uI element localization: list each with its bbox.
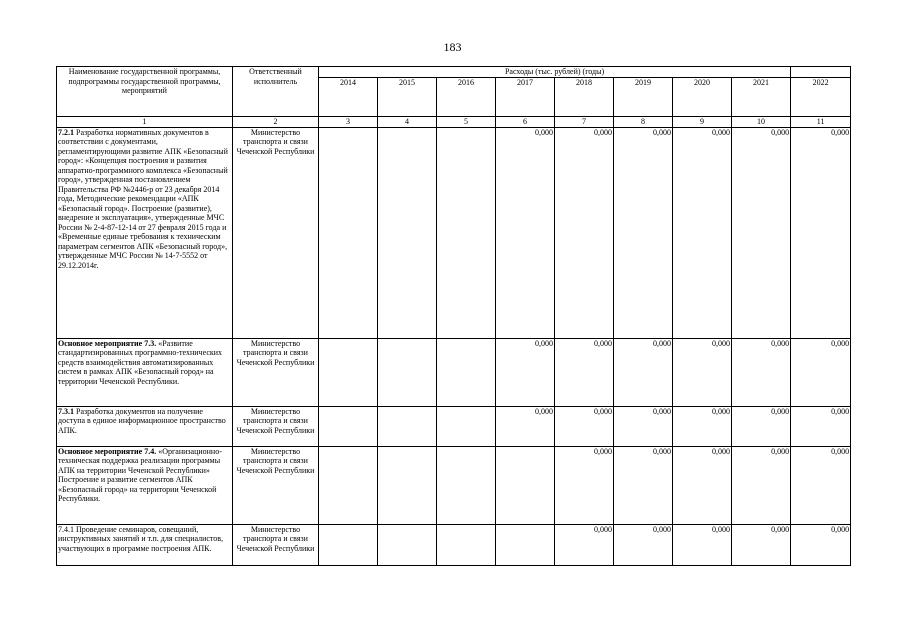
executor-cell: Министерство транспорта и связи Чеченской Республики (233, 524, 319, 565)
value-2020: 0,000 (673, 524, 732, 565)
value-2015 (378, 127, 437, 338)
activity-name (57, 338, 233, 406)
value-2014 (319, 338, 378, 406)
activity-text: 7.4.1 Проведение семинаров, совещаний, инструктивных занятий и т.п. для специалистов, участвующих в программе построения АПК. (58, 524, 224, 553)
header-year: 2020 (673, 78, 732, 117)
column-number: 8 (614, 117, 673, 128)
value-2021: 0,000 (732, 446, 791, 524)
column-number: 4 (378, 117, 437, 128)
header-year: 2018 (555, 78, 614, 117)
value-2017 (496, 446, 555, 524)
value-2017: 0,000 (496, 406, 555, 446)
column-number: 9 (673, 117, 732, 128)
header-expenses: Расходы (тыс. рублей) (годы) (319, 67, 791, 78)
value-2019: 0,000 (614, 406, 673, 446)
value-2018: 0,000 (555, 524, 614, 565)
value-2022: 0,000 (791, 127, 851, 338)
value-2019: 0,000 (614, 446, 673, 524)
activity-code: 7.3.1 (58, 406, 74, 416)
table-row (57, 127, 851, 338)
header-blank-cell (791, 67, 851, 78)
column-number: 2 (233, 117, 319, 128)
header-year: 2016 (437, 78, 496, 117)
value-2021: 0,000 (732, 524, 791, 565)
header-year: 2017 (496, 78, 555, 117)
value-2020: 0,000 (673, 446, 732, 524)
executor-cell: Министерство транспорта и связи Чеченской Республики (233, 127, 319, 338)
value-2016 (437, 524, 496, 565)
activity-code: Основное мероприятие 7.3. (58, 338, 157, 348)
value-2022: 0,000 (791, 524, 851, 565)
value-2020: 0,000 (673, 406, 732, 446)
header-year: 2022 (791, 78, 851, 117)
value-2015 (378, 524, 437, 565)
executor-cell: Министерство транспорта и связи Чеченской Республики (233, 338, 319, 406)
value-2018: 0,000 (555, 406, 614, 446)
column-number: 10 (732, 117, 791, 128)
value-2018: 0,000 (555, 446, 614, 524)
table-row (57, 406, 851, 446)
value-2019: 0,000 (614, 127, 673, 338)
value-2014 (319, 406, 378, 446)
column-number: 5 (437, 117, 496, 128)
value-2015 (378, 338, 437, 406)
table-row (57, 524, 851, 565)
value-2020: 0,000 (673, 338, 732, 406)
value-2021: 0,000 (732, 406, 791, 446)
column-number: 1 (57, 117, 233, 128)
page-number: 183 (443, 40, 462, 54)
executor-cell: Министерство транспорта и связи Чеченской Республики (233, 406, 319, 446)
value-2021: 0,000 (732, 338, 791, 406)
activity-name (57, 524, 233, 565)
value-2019: 0,000 (614, 524, 673, 565)
activity-name (57, 446, 233, 524)
value-2015 (378, 406, 437, 446)
value-2015 (378, 446, 437, 524)
value-2014 (319, 446, 378, 524)
table-row (57, 446, 851, 524)
header-year: 2021 (732, 78, 791, 117)
value-2019: 0,000 (614, 338, 673, 406)
value-2022: 0,000 (791, 446, 851, 524)
header-row-top (57, 67, 851, 78)
column-number: 7 (555, 117, 614, 128)
value-2018: 0,000 (555, 127, 614, 338)
header-name: Наименование государственной программы, подпрограммы государственной программы, мероприятий (57, 67, 233, 117)
activity-name (57, 127, 233, 338)
header-year: 2019 (614, 78, 673, 117)
column-number: 11 (791, 117, 851, 128)
value-2016 (437, 127, 496, 338)
value-2022: 0,000 (791, 338, 851, 406)
value-2017 (496, 524, 555, 565)
header-year: 2015 (378, 78, 437, 117)
activity-text: «Развитие стандартизированных программно-технических средств взаимодействия автоматизированных систем в рамках АПК «Безопасный город» на территории Чеченской Республики. (58, 338, 223, 386)
value-2017: 0,000 (496, 127, 555, 338)
table-row (57, 338, 851, 406)
activity-name (57, 406, 233, 446)
executor-cell: Министерство транспорта и связи Чеченской Республики (233, 446, 319, 524)
header-year: 2014 (319, 78, 378, 117)
activity-text: Разработка документов на получение доступа в единое информационное пространство АПК. (58, 406, 226, 435)
column-number-row (57, 117, 851, 128)
value-2016 (437, 338, 496, 406)
column-number: 6 (496, 117, 555, 128)
activity-code: Основное мероприятие 7.4. (58, 446, 157, 456)
value-2014 (319, 127, 378, 338)
activity-text: «Организационно-техническая поддержка реализации программы АПК на территории Чеченской Республики» Построение и развитие сегментов АПК «Безопасный город» на территории Чеченской Республики. (58, 446, 222, 503)
activity-code: 7.2.1 (58, 127, 74, 137)
value-2016 (437, 406, 496, 446)
activity-text: Разработка нормативных документов в соответствии с документами, регламентирующими развитие АПК «Безопасный город»: «Концепция построения и развития аппаратно-программного комплекса «Безопасный город», утвержденная постановлением Правительства РФ №2446-р от 23 декабря 2014 года, Методические рекомендации «АПК «Безопасный город». Построение (развитие), внедрение и эксплуатация», утвержденные МЧС России № 2-4-87-12-14 от 27 февраля 2015 года и «Временные единые требования к техническим параметрам сегментов АПК «Безопасный город», утвержденные МЧС России № 14-7-5552 от 29.12.2014г. (58, 127, 228, 270)
value-2018: 0,000 (555, 338, 614, 406)
value-2014 (319, 524, 378, 565)
header-executor: Ответственный исполнитель (233, 67, 319, 117)
value-2017: 0,000 (496, 338, 555, 406)
value-2022: 0,000 (791, 406, 851, 446)
value-2021: 0,000 (732, 127, 791, 338)
value-2016 (437, 446, 496, 524)
value-2020: 0,000 (673, 127, 732, 338)
budget-table (56, 66, 851, 566)
column-number: 3 (319, 117, 378, 128)
